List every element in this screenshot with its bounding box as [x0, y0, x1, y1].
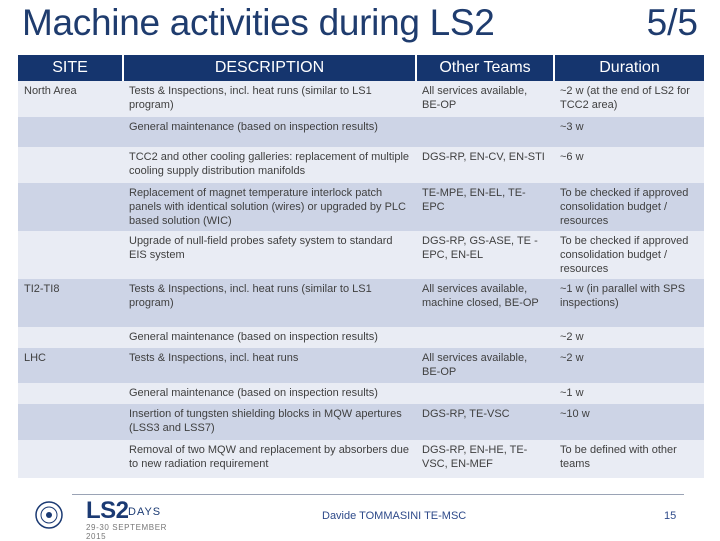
column-header-duration: Duration [554, 55, 704, 81]
teams-cell: All services available, machine closed, BE-OP [416, 279, 554, 327]
footer-divider [72, 494, 684, 495]
description-cell: General maintenance (based on inspection results) [123, 117, 416, 147]
table-row [18, 81, 704, 117]
table-row [18, 147, 704, 183]
description-cell: General maintenance (based on inspection results) [123, 383, 416, 404]
teams-cell: DGS-RP, GS-ASE, TE -EPC, EN-EL [416, 231, 554, 279]
site-cell [18, 383, 123, 404]
description-cell: Replacement of magnet temperature interlock patch panels with identical solution (wires) or upgraded by PLC based solution (WIC) [123, 183, 416, 231]
duration-cell: ~3 w [554, 117, 704, 147]
duration-cell: ~1 w [554, 383, 704, 404]
slide-title: Machine activities during LS2 [22, 2, 495, 43]
duration-cell: ~10 w [554, 404, 704, 440]
column-header-description: DESCRIPTION [123, 55, 416, 81]
duration-cell: ~2 w [554, 327, 704, 348]
teams-cell [416, 383, 554, 404]
site-cell [18, 404, 123, 440]
duration-cell: To be checked if approved consolidation budget / resources [554, 183, 704, 231]
table-row [18, 404, 704, 440]
slide-number: 15 [664, 510, 677, 522]
teams-cell: TE-MPE, EN-EL, TE-EPC [416, 183, 554, 231]
duration-cell: ~1 w (in parallel with SPS inspections) [554, 279, 704, 327]
duration-cell: To be defined with other teams [554, 440, 704, 478]
teams-cell: All services available, BE-OP [416, 81, 554, 117]
site-cell [18, 327, 123, 348]
site-cell [18, 440, 123, 478]
activities-table [18, 55, 704, 478]
description-cell: Tests & Inspections, incl. heat runs (similar to LS1 program) [123, 279, 416, 327]
description-cell: Upgrade of null-field probes safety system to standard EIS system [123, 231, 416, 279]
site-cell [18, 117, 123, 147]
logo-ls2-text: LS2 [86, 497, 129, 524]
teams-cell: All services available, BE-OP [416, 348, 554, 383]
site-cell [18, 183, 123, 231]
description-cell: Tests & Inspections, incl. heat runs (similar to LS1 program) [123, 81, 416, 117]
table-row [18, 117, 704, 147]
duration-cell: To be checked if approved consolidation budget / resources [554, 231, 704, 279]
description-cell: General maintenance (based on inspection results) [123, 327, 416, 348]
description-cell: Insertion of tungsten shielding blocks in MQW apertures (LSS3 and LSS7) [123, 404, 416, 440]
cern-emblem-icon [34, 500, 64, 530]
teams-cell: DGS-RP, TE-VSC [416, 404, 554, 440]
logo-days-text: DAYS [128, 506, 162, 518]
table-header-row [18, 55, 704, 81]
description-cell: TCC2 and other cooling galleries: replacement of multiple cooling supply distribution manifolds [123, 147, 416, 183]
column-header-site: SITE [18, 55, 123, 81]
site-cell [18, 231, 123, 279]
teams-cell: DGS-RP, EN-HE, TE-VSC, EN-MEF [416, 440, 554, 478]
site-cell [18, 147, 123, 183]
column-header-other-teams: Other Teams [416, 55, 554, 81]
teams-cell: DGS-RP, EN-CV, EN-STI [416, 147, 554, 183]
table-row [18, 348, 704, 383]
table-row [18, 440, 704, 478]
page-indicator: 5/5 [646, 2, 698, 43]
site-cell: North Area [18, 81, 123, 117]
description-cell: Removal of two MQW and replacement by absorbers due to new radiation requirement [123, 440, 416, 478]
table-row [18, 327, 704, 348]
teams-cell [416, 327, 554, 348]
ls2-days-logo [28, 496, 188, 541]
site-cell: TI2-TI8 [18, 279, 123, 327]
logo-date-text: 29-30 SEPTEMBER 2015 [86, 523, 168, 541]
table-row [18, 231, 704, 279]
description-cell: Tests & Inspections, incl. heat runs [123, 348, 416, 383]
table-row [18, 279, 704, 327]
duration-cell: ~2 w (at the end of LS2 for TCC2 area) [554, 81, 704, 117]
presenter-name: Davide TOMMASINI TE-MSC [322, 510, 467, 522]
table-row [18, 383, 704, 404]
duration-cell: ~2 w [554, 348, 704, 383]
teams-cell [416, 117, 554, 147]
duration-cell: ~6 w [554, 147, 704, 183]
table-row [18, 183, 704, 231]
site-cell: LHC [18, 348, 123, 383]
